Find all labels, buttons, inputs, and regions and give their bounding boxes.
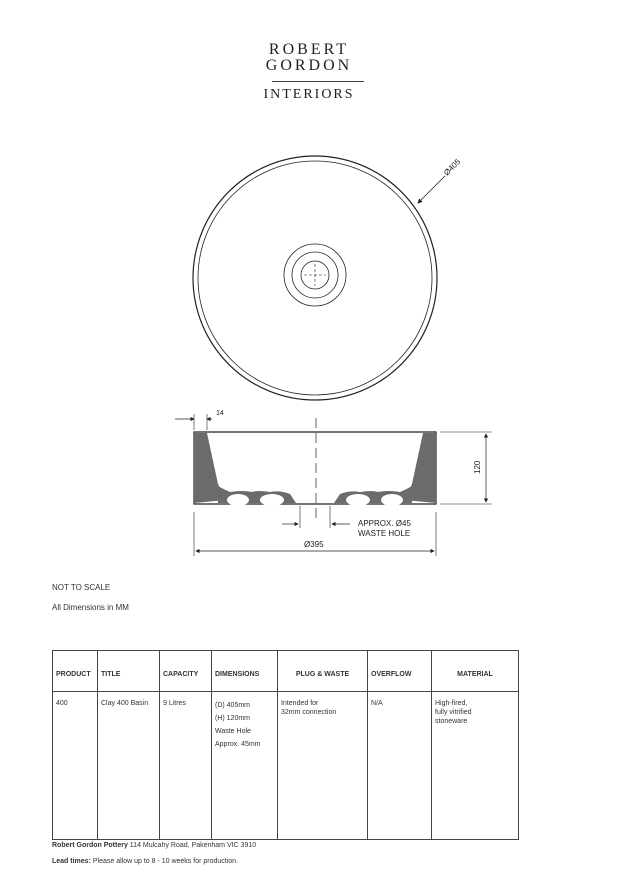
cell-material (432, 692, 519, 840)
spec-table (52, 650, 519, 840)
top-view (193, 156, 463, 400)
spec-header-row (53, 651, 519, 692)
foot-cutout-3 (346, 494, 370, 506)
side-section (175, 410, 492, 556)
foot-cutout-2 (260, 494, 284, 506)
footer-company: Robert Gordon Pottery (52, 842, 128, 849)
dimension-line: Approx. 45mm (215, 741, 261, 748)
units-note: All Dimensions in MM (52, 603, 129, 612)
header-material: MATERIAL (432, 651, 519, 692)
lead-times-text: Please allow up to 8 - 10 weeks for production. (92, 858, 238, 865)
top-view-outer-rim (193, 156, 437, 400)
lead-times-label: Lead times: (52, 858, 91, 865)
spec-row (53, 692, 519, 840)
cell-title: Clay 400 Basin (98, 692, 160, 840)
header-title: TITLE (98, 651, 160, 692)
foot-cutout-1 (227, 494, 249, 506)
logo-line-interiors: INTERIORS (263, 87, 355, 102)
top-diameter-label: Ø405 (442, 157, 463, 178)
cell-capacity: 9 Litres (160, 692, 212, 840)
material-line: High-fired, (435, 700, 468, 707)
header-product: PRODUCT (53, 651, 98, 692)
material-line: fully vitrified (435, 709, 472, 716)
height-label: 120 (473, 460, 482, 474)
foot-cutout-4 (381, 494, 403, 506)
dimension-line: (D) 405mm (215, 702, 251, 709)
dimension-line: (H) 120mm (215, 715, 251, 722)
footer-address-text: 114 Mulcahy Road, Pakenham VIC 3910 (129, 842, 257, 849)
cell-overflow: N/A (368, 692, 432, 840)
material-line: stoneware (435, 718, 468, 725)
footer-lead-times (52, 858, 238, 865)
cell-product: 400 (53, 692, 98, 840)
top-diameter-leader (418, 176, 445, 203)
waste-label-line-2: WASTE HOLE (358, 529, 411, 538)
header-dimensions: DIMENSIONS (212, 651, 278, 692)
footer-address (52, 842, 256, 849)
waste-label-line-1: APPROX. Ø45 (358, 519, 411, 528)
cell-dimensions (212, 692, 278, 840)
rim-thickness-label: 14 (216, 410, 224, 417)
base-diameter-label: Ø395 (304, 540, 324, 549)
not-to-scale-note: NOT TO SCALE (52, 583, 111, 592)
header-capacity: CAPACITY (160, 651, 212, 692)
logo-line-gordon: GORDON (265, 57, 353, 74)
top-view-inner-rim (198, 161, 432, 395)
dimension-line: Waste Hole (215, 728, 251, 735)
cell-plug-waste (278, 692, 368, 840)
logo-line-robert: ROBERT (268, 41, 350, 58)
header-overflow: OVERFLOW (368, 651, 432, 692)
plug-waste-line: 32mm connection (281, 709, 337, 716)
header-plug-waste: PLUG & WASTE (278, 651, 368, 692)
plug-waste-line: Intended for (281, 700, 319, 707)
